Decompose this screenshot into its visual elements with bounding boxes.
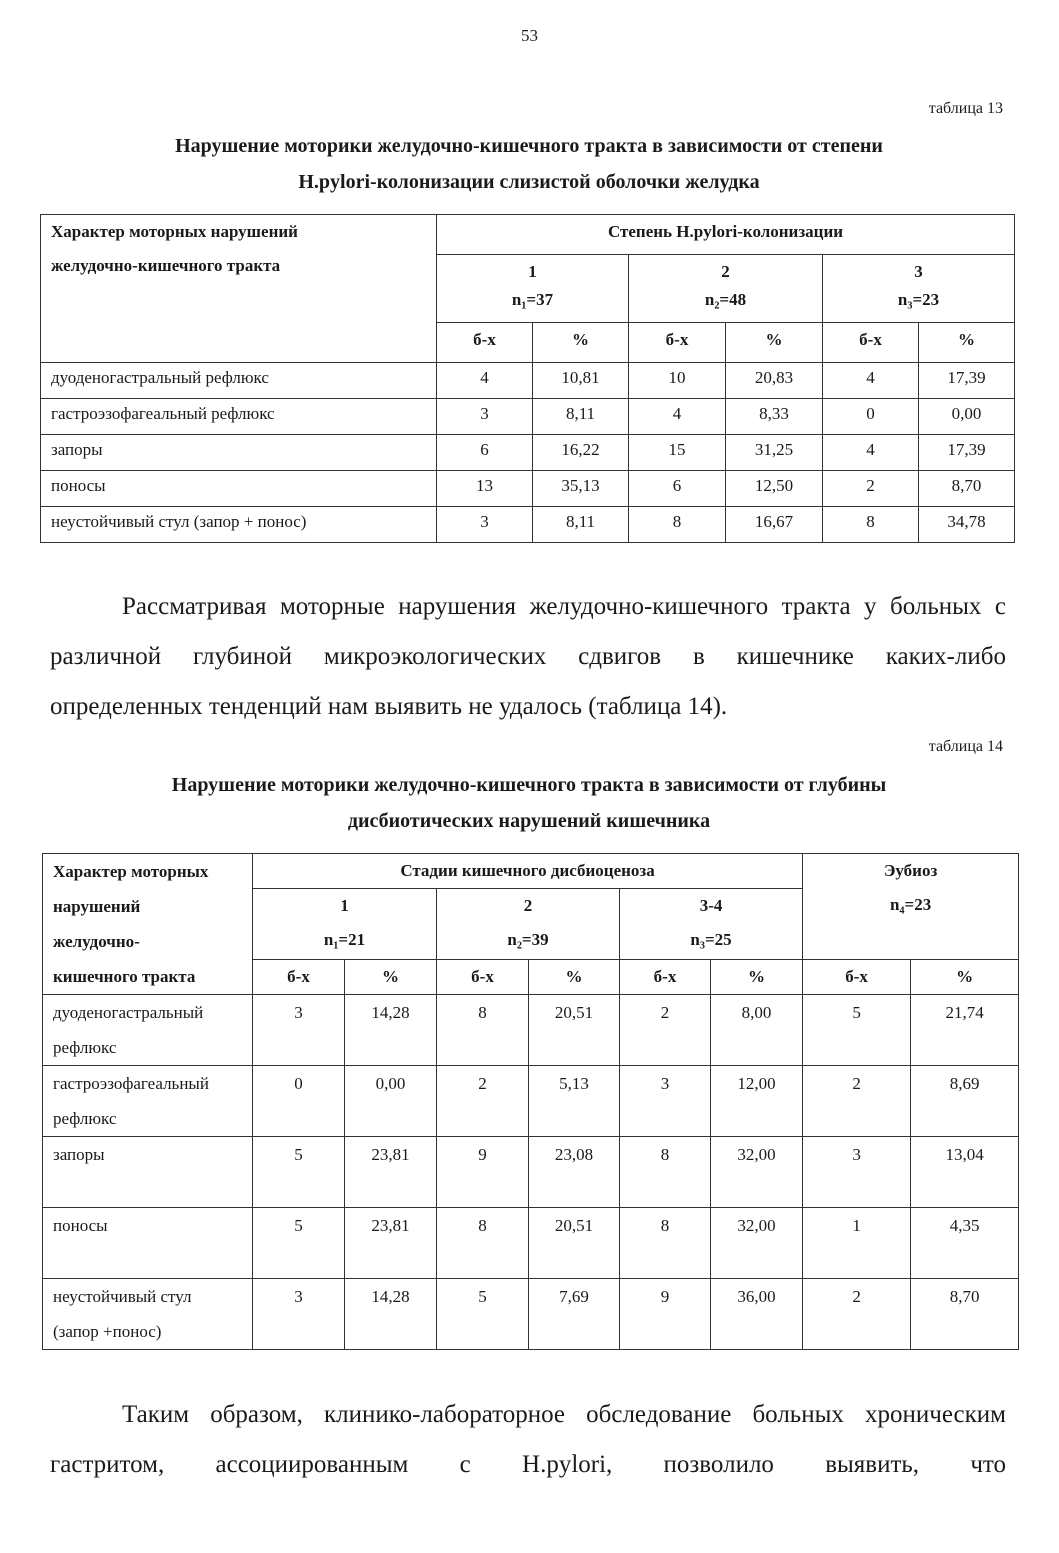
row-label: дуоденогастральный рефлюкс <box>43 995 253 1066</box>
cell: 8 <box>437 995 529 1066</box>
cell: 3 <box>253 1279 345 1350</box>
table-row <box>43 1137 1019 1208</box>
table-13-title <box>40 128 1018 200</box>
cell: 5,13 <box>529 1066 620 1137</box>
cell: 23,81 <box>345 1208 437 1279</box>
cell: 0 <box>823 399 919 435</box>
cell: 0,00 <box>345 1066 437 1137</box>
cell: 3 <box>620 1066 711 1137</box>
cell: 8 <box>620 1137 711 1208</box>
table-14-corner-header: Характер моторных нарушений желудочно- кишечного тракта <box>43 854 253 995</box>
cell: 8 <box>629 507 726 543</box>
cell: 10 <box>629 363 726 399</box>
sub-header-count: б-х <box>803 960 911 995</box>
table-row <box>43 995 1019 1066</box>
table-14-label: таблица 14 <box>928 738 1003 755</box>
cell: 32,00 <box>711 1137 803 1208</box>
row-label: поносы <box>43 1208 253 1279</box>
row-label: гастроэзофагеальный рефлюкс <box>43 1066 253 1137</box>
cell: 31,25 <box>726 435 823 471</box>
table-13-corner-header: Характер моторных нарушений желудочно-кишечного тракта <box>41 215 437 363</box>
cell: 5 <box>803 995 911 1066</box>
row-label: неустойчивый стул (запор +понос) <box>43 1279 253 1350</box>
sub-header-count: б-х <box>629 323 726 363</box>
table-13-group-1: 1 n₁=37 <box>437 255 629 323</box>
cell: 4 <box>437 363 533 399</box>
table-13-title-line1: Нарушение моторики желудочно-кишечного тракта в зависимости от степени <box>175 135 883 157</box>
cell: 2 <box>437 1066 529 1137</box>
cell: 16,22 <box>533 435 629 471</box>
cell: 12,50 <box>726 471 823 507</box>
row-label: неустойчивый стул (запор + понос) <box>41 507 437 543</box>
cell: 1 <box>803 1208 911 1279</box>
cell: 0 <box>253 1066 345 1137</box>
cell: 23,08 <box>529 1137 620 1208</box>
cell: 35,13 <box>533 471 629 507</box>
table-row <box>43 1066 1019 1137</box>
cell: 20,51 <box>529 1208 620 1279</box>
cell: 8,33 <box>726 399 823 435</box>
sub-header-count: б-х <box>253 960 345 995</box>
cell: 6 <box>437 435 533 471</box>
row-label: поносы <box>41 471 437 507</box>
table-13-group-3: 3 n₃=23 <box>823 255 1015 323</box>
table-13-group-2: 2 n₂=48 <box>629 255 823 323</box>
table-row <box>41 507 1015 543</box>
table-row <box>43 1279 1019 1350</box>
table-row <box>43 1208 1019 1279</box>
table-row <box>41 471 1015 507</box>
table-14-group-1: 1 n₁=21 <box>253 889 437 960</box>
cell: 12,00 <box>711 1066 803 1137</box>
cell: 34,78 <box>919 507 1015 543</box>
cell: 4,35 <box>911 1208 1019 1279</box>
sub-header-percent: % <box>533 323 629 363</box>
sub-header-count: б-х <box>823 323 919 363</box>
sub-header-percent: % <box>919 323 1015 363</box>
table-14-title-line1: Нарушение моторики желудочно-кишечного тракта в зависимости от глубины <box>171 774 887 796</box>
table-row <box>41 399 1015 435</box>
cell: 2 <box>620 995 711 1066</box>
sub-header-count: б-х <box>437 960 529 995</box>
cell: 5 <box>253 1137 345 1208</box>
cell: 21,74 <box>911 995 1019 1066</box>
table-14-eubiosis-header: Эубиоз n₄=23 <box>803 854 1019 960</box>
cell: 32,00 <box>711 1208 803 1279</box>
cell: 8,11 <box>533 399 629 435</box>
row-label: гастроэзофагеальный рефлюкс <box>41 399 437 435</box>
cell: 20,83 <box>726 363 823 399</box>
sub-header-count: б-х <box>437 323 533 363</box>
cell: 3 <box>437 507 533 543</box>
cell: 10,81 <box>533 363 629 399</box>
cell: 16,67 <box>726 507 823 543</box>
cell: 4 <box>629 399 726 435</box>
table-14-group-header: Стадии кишечного дисбиоценоза <box>253 854 803 889</box>
cell: 8 <box>620 1208 711 1279</box>
sub-header-percent: % <box>529 960 620 995</box>
cell: 6 <box>629 471 726 507</box>
cell: 15 <box>629 435 726 471</box>
sub-header-percent: % <box>726 323 823 363</box>
sub-header-percent: % <box>911 960 1019 995</box>
body-paragraph-1: Рассматривая моторные нарушения желудочно-кишечного тракта у больных с различной глубиной микроэкологических сдвигов в кишечнике каких-либо определенных тенденций нам выявить не удалось (таблица 14). <box>50 593 1006 720</box>
row-label: дуоденогастральный рефлюкс <box>41 363 437 399</box>
sub-header-count: б-х <box>620 960 711 995</box>
table-13-label: таблица 13 <box>928 100 1003 117</box>
cell: 2 <box>803 1279 911 1350</box>
sub-header-percent: % <box>345 960 437 995</box>
cell: 8,70 <box>919 471 1015 507</box>
cell: 13 <box>437 471 533 507</box>
table-row <box>41 363 1015 399</box>
table-14-group-3: 3-4 n₃=25 <box>620 889 803 960</box>
body-paragraph-2: Таким образом, клинико-лабораторное обследование больных хроническим гастритом, ассоциированным с H.pylori, позволило выявить, что <box>50 1401 1006 1478</box>
row-label: запоры <box>41 435 437 471</box>
table-13 <box>40 214 1015 543</box>
cell: 0,00 <box>919 399 1015 435</box>
cell: 8,00 <box>711 995 803 1066</box>
table-14 <box>42 853 1019 1350</box>
cell: 8 <box>437 1208 529 1279</box>
table-row <box>41 435 1015 471</box>
cell: 17,39 <box>919 363 1015 399</box>
table-14-title <box>40 767 1018 839</box>
table-13-group-header: Степень H.pylori-колонизации <box>437 215 1015 255</box>
cell: 3 <box>253 995 345 1066</box>
cell: 14,28 <box>345 995 437 1066</box>
cell: 20,51 <box>529 995 620 1066</box>
cell: 5 <box>437 1279 529 1350</box>
table-13-title-line2: H.pylori-колонизации слизистой оболочки желудка <box>298 171 760 193</box>
cell: 17,39 <box>919 435 1015 471</box>
row-label: запоры <box>43 1137 253 1208</box>
cell: 2 <box>823 471 919 507</box>
cell: 8,11 <box>533 507 629 543</box>
table-14-title-line2: дисбиотических нарушений кишечника <box>347 810 711 832</box>
cell: 13,04 <box>911 1137 1019 1208</box>
cell: 8,69 <box>911 1066 1019 1137</box>
cell: 23,81 <box>345 1137 437 1208</box>
cell: 3 <box>803 1137 911 1208</box>
cell: 9 <box>620 1279 711 1350</box>
cell: 3 <box>437 399 533 435</box>
cell: 5 <box>253 1208 345 1279</box>
cell: 2 <box>803 1066 911 1137</box>
cell: 8 <box>823 507 919 543</box>
cell: 9 <box>437 1137 529 1208</box>
cell: 8,70 <box>911 1279 1019 1350</box>
cell: 36,00 <box>711 1279 803 1350</box>
cell: 7,69 <box>529 1279 620 1350</box>
cell: 4 <box>823 435 919 471</box>
sub-header-percent: % <box>711 960 803 995</box>
cell: 14,28 <box>345 1279 437 1350</box>
table-14-group-2: 2 n₂=39 <box>437 889 620 960</box>
cell: 4 <box>823 363 919 399</box>
page-number: 53 <box>521 26 538 45</box>
